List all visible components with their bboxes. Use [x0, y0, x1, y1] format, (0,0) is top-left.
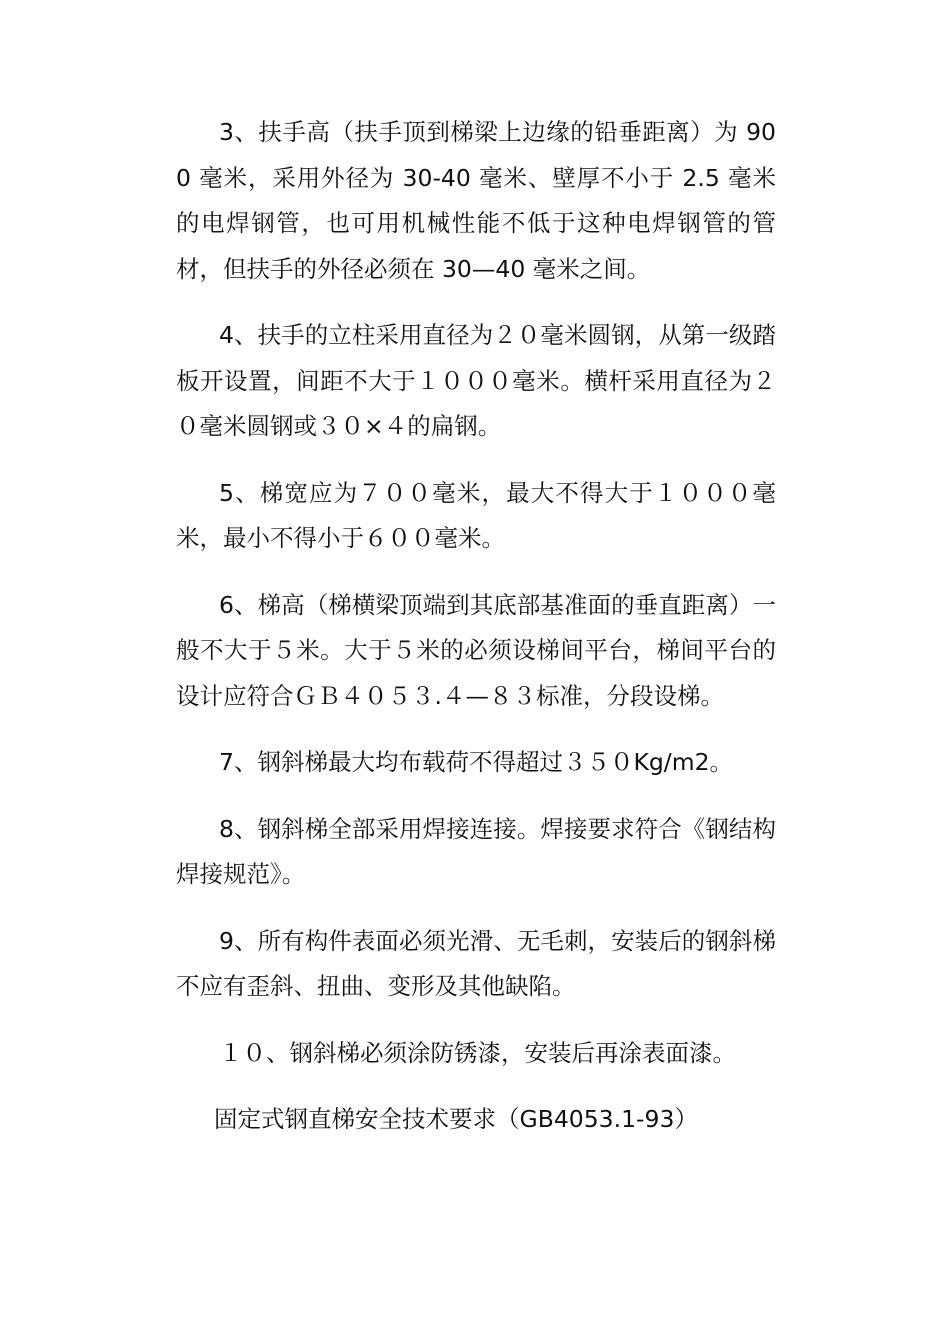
paragraph-welding: 8、钢斜梯全部采用焊接连接。焊接要求符合《钢结构焊接规范》。	[176, 814, 776, 888]
paragraph-paint: １０、钢斜梯必须涂防锈漆，安装后再涂表面漆。	[219, 1038, 736, 1067]
paragraph-handrail-height: 3、扶手高（扶手顶到梯梁上边缘的铅垂距离）为 900 毫米，采用外径为 30-40 毫米、壁厚不小于 2.5 毫米的电焊钢管，也可用机械性能不低于这种电焊钢管的管材，但扶手的外径必须在 30—40 毫米之间。	[176, 118, 776, 283]
section-heading: 固定式钢直梯安全技术要求（GB4053.1-93）	[214, 1105, 698, 1133]
paragraph-ladder-height: 6、梯高（梯横梁顶端到其底部基准面的垂直距离）一般不大于５米。大于５米的必须设梯间平台，梯间平台的设计应符合ＧＢ４０５３.４—８３标准，分段设梯。	[176, 590, 776, 710]
paragraph-ladder-width: 5、梯宽应为７００毫米，最大不得大于１０００毫米，最小不得小于６００毫米。	[176, 478, 776, 552]
paragraph-surface-quality: 9、所有构件表面必须光滑、无毛刺，安装后的钢斜梯不应有歪斜、扭曲、变形及其他缺陷。	[176, 926, 776, 1000]
paragraph-handrail-posts: 4、扶手的立柱采用直径为２０毫米圆钢，从第一级踏板开设置，间距不大于１０００毫米。横杆采用直径为２０毫米圆钢或３０×４的扁钢。	[176, 321, 776, 440]
paragraph-max-load: 7、钢斜梯最大均布载荷不得超过３５０Kg/m2。	[219, 748, 734, 776]
document-body	[176, 110, 776, 1164]
